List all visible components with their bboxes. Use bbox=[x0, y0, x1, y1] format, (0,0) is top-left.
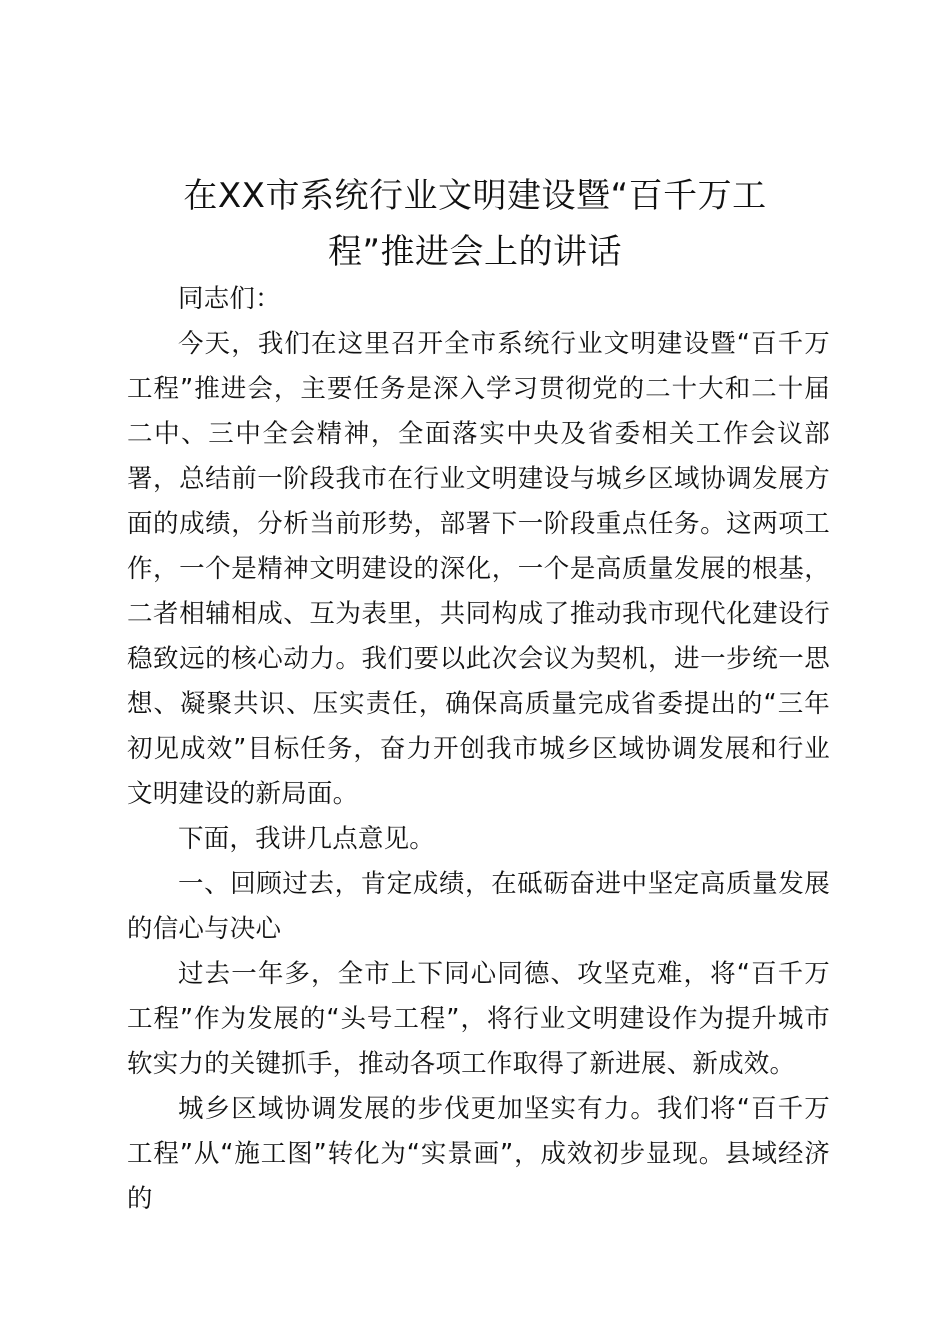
document-title bbox=[120, 168, 830, 280]
salutation: 同志们： bbox=[178, 284, 281, 314]
paragraph-transition: 下面，我讲几点意见。 bbox=[178, 824, 436, 854]
title-line-1: 在XX市系统行业文明建设暨“百千万工 bbox=[183, 176, 767, 216]
title-line-2: 程”推进会上的讲话 bbox=[327, 232, 623, 272]
document-body bbox=[127, 277, 830, 1222]
paragraph-intro: 今天，我们在这里召开全市系统行业文明建设暨“百千万工程”推进会，主要任务是深入学习贯彻党的二十大和二十届二中、三中全会精神，全面落实中央及省委相关工作会议部署，总结前一阶段我市在行业文明建设与城乡区域协调发展方面的成绩，分析当前形势，部署下一阶段重点任务。这两项工作，一个是精神文明建设的深化，一个是高质量发展的根基，二者相辅相成、互为表里，共同构成了推动我市现代化建设行稳致远的核心动力。我们要以此次会议为契机，进一步统一思想、凝聚共识、压实责任，确保高质量完成省委提出的“三年初见成效”目标任务，奋力开创我市城乡区域协调发展和行业文明建设的新局面。 bbox=[127, 329, 830, 809]
paragraph-review: 过去一年多，全市上下同心同德、攻坚克难，将“百千万工程”作为发展的“头号工程”，将行业文明建设作为提升城市软实力的关键抓手，推动各项工作取得了新进展、新成效。 bbox=[127, 959, 830, 1079]
paragraph-urban-rural: 城乡区域协调发展的步伐更加坚实有力。我们将“百千万工程”从“施工图”转化为“实景画”，成效初步显现。县域经济的 bbox=[127, 1094, 830, 1214]
section-heading-1: 一、回顾过去，肯定成绩，在砥砺奋进中坚定高质量发展的信心与决心 bbox=[127, 869, 830, 944]
